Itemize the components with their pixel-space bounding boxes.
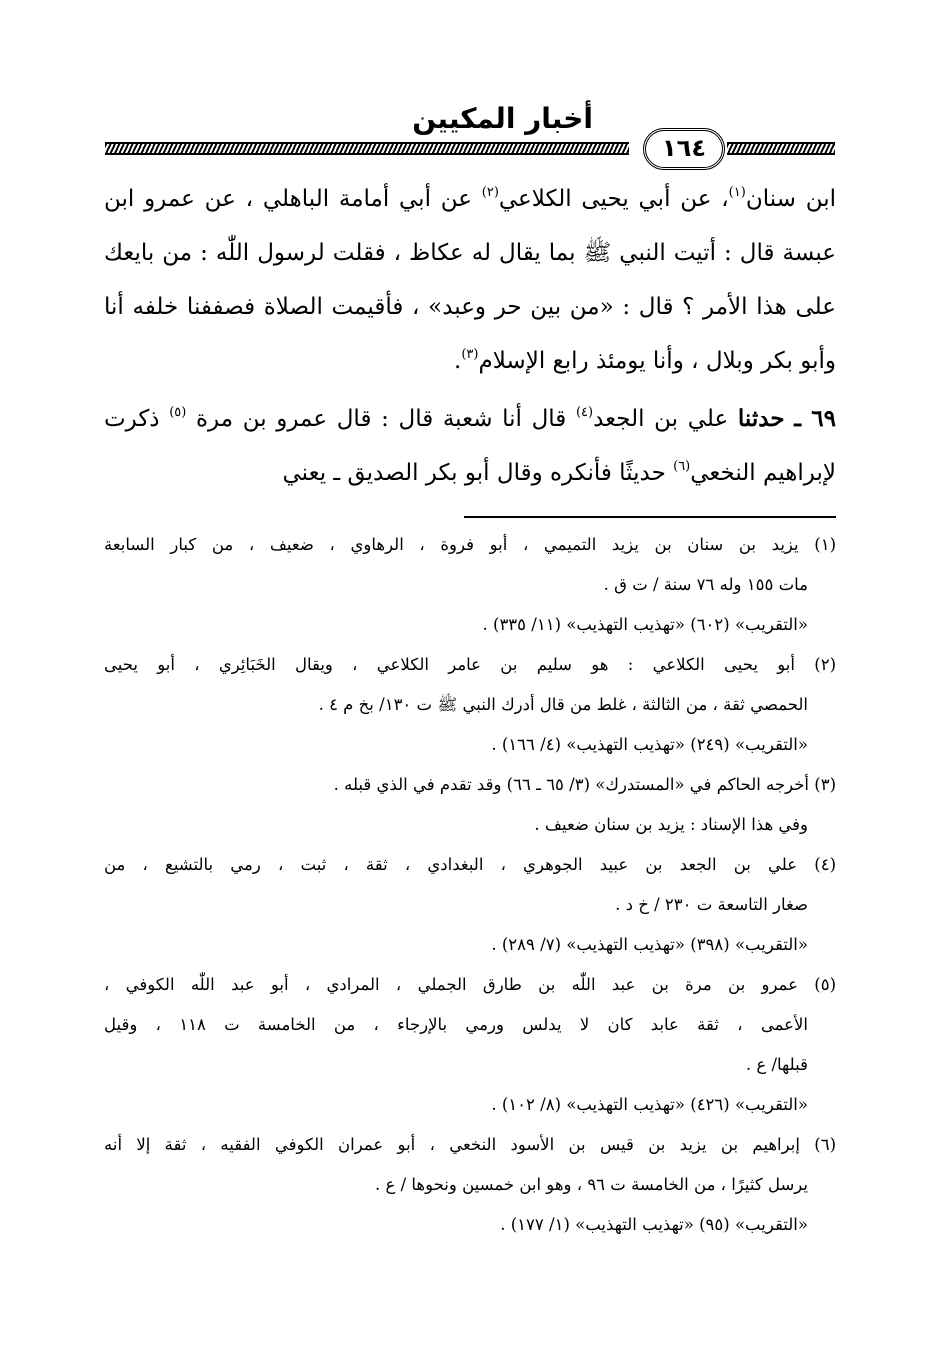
footnote-line: «التقريب» (٤٢٦) «تهذيب التهذيب» (٨/ ١٠٢) . (491, 1095, 808, 1114)
footnote-line: «التقريب» (٦٠٢) «تهذيب التهذيب» (١١/ ٣٣٥) . (482, 615, 808, 634)
footnote-ref-2: (٢) (481, 185, 499, 200)
text-run: علي بن الجعد (593, 406, 738, 432)
footnote-line: صغار التاسعة ت ٢٣٠ / خ د . (615, 895, 808, 914)
footnote-line: يرسل كثيرًا ، من الخامسة ت ٩٦ ، وهو ابن خمسين ونحوها / ع . (374, 1175, 808, 1194)
main-text (104, 172, 836, 500)
text-run: ابن سنان (745, 186, 836, 212)
footnote-line: (٥) عمرو بن مرة بن عبد اللّٰه بن طارق الجملي ، المرادي ، أبو عبد اللّٰه الكوفي ، (104, 975, 836, 994)
book-title: أخبار المكيين (412, 102, 593, 135)
footnote-3 (104, 765, 836, 845)
header-rule-left (105, 142, 629, 155)
footnote-line: الأعمى ، ثقة عابد كان لا يدلس ورمي بالإرجاء ، من الخامسة ت ١١٨ ، وقيل (104, 1015, 808, 1034)
narration-verb: حدثنا (737, 405, 785, 432)
footnote-4 (104, 845, 836, 965)
footnote-line: «التقريب» (٢٤٩) «تهذيب التهذيب» (٤/ ١٦٦) . (491, 735, 808, 754)
footnote-ref-1: (١) (728, 185, 746, 200)
text-run: . (454, 348, 462, 374)
footnote-line: «التقريب» (٩٥) «تهذيب التهذيب» (١/ ١٧٧) . (500, 1215, 808, 1234)
text-run: ، عن أبي يحيى الكلاعي (498, 186, 729, 212)
hadith-number: ٦٩ ـ (794, 405, 836, 432)
header-rule-right (727, 142, 835, 155)
footnote-ref-3: (٣) (461, 347, 479, 362)
paragraph-1 (104, 172, 836, 388)
footnote-line: (٤) علي بن الجعد بن عبيد الجوهري ، البغدادي ، ثقة ، ثبت ، رمي بالتشيع ، من (104, 855, 836, 874)
text-run: حديثًا فأنكره وقال أبو بكر الصديق ـ يعني (282, 460, 674, 486)
page-header (105, 98, 835, 162)
footnote-line: (٦) إبراهيم بن يزيد بن قيس بن الأسود النخعي ، أبو عمران الكوفي الفقيه ، ثقة إلا أنه (104, 1135, 836, 1154)
text-run: ذكرت لإبراهيم النخعي (104, 406, 836, 486)
page-number: ١٦٤ (643, 128, 725, 170)
footnotes (104, 525, 836, 1245)
footnote-divider (464, 516, 836, 518)
footnote-line: الحمصي ثقة ، من الثالثة ، غلط من قال أدرك النبي ﷺ ت ١٣٠/ بخ م ٤ . (318, 695, 808, 714)
footnote-line: وفي هذا الإسناد : يزيد بن سنان ضعيف . (534, 815, 808, 834)
text-run: عن أبي أمامة الباهلي ، عن عمرو ابن عبسة قال : أتيت النبي ﷺ بما يقال له عكاظ ، فقلت لرسول اللّٰه : من بايعك على هذا الأمر ؟ قال : «من بين حر وعبد» ، فأقيمت الصلاة فصففنا خلفه أنا وأبو بكر وبلال ، وأنا يومئذ رابع الإسلام (104, 186, 836, 374)
paragraph-2 (104, 392, 836, 500)
footnote-ref-5: (٥) (169, 405, 187, 420)
footnote-5 (104, 965, 836, 1125)
footnote-line: قبلها/ ع . (745, 1055, 808, 1074)
footnote-ref-6: (٦) (673, 459, 691, 474)
footnote-line: مات ١٥٥ وله ٧٦ سنة / ت ق . (603, 575, 808, 594)
footnote-ref-4: (٤) (575, 405, 594, 420)
footnote-line: (١) يزيد بن سنان بن يزيد التميمي ، أبو فروة ، الرهاوي ، ضعيف ، من كبار السابعة (104, 535, 836, 554)
footnote-line: (٢) أبو يحيى الكلاعي : هو سليم بن عامر الكلاعي ، ويقال الخَبَائِري ، أبو يحيى (104, 655, 836, 674)
footnote-1 (104, 525, 836, 645)
text-run: قال أنا شعبة قال : قال عمرو بن مرة (186, 406, 576, 432)
footnote-2 (104, 645, 836, 765)
footnote-line: (٣) أخرجه الحاكم في «المستدرك» (٣/ ٦٥ ـ ٦٦) وقد تقدم في الذي قبله . (333, 775, 836, 794)
footnote-line: «التقريب» (٣٩٨) «تهذيب التهذيب» (٧/ ٢٨٩) . (491, 935, 808, 954)
footnote-6 (104, 1125, 836, 1245)
